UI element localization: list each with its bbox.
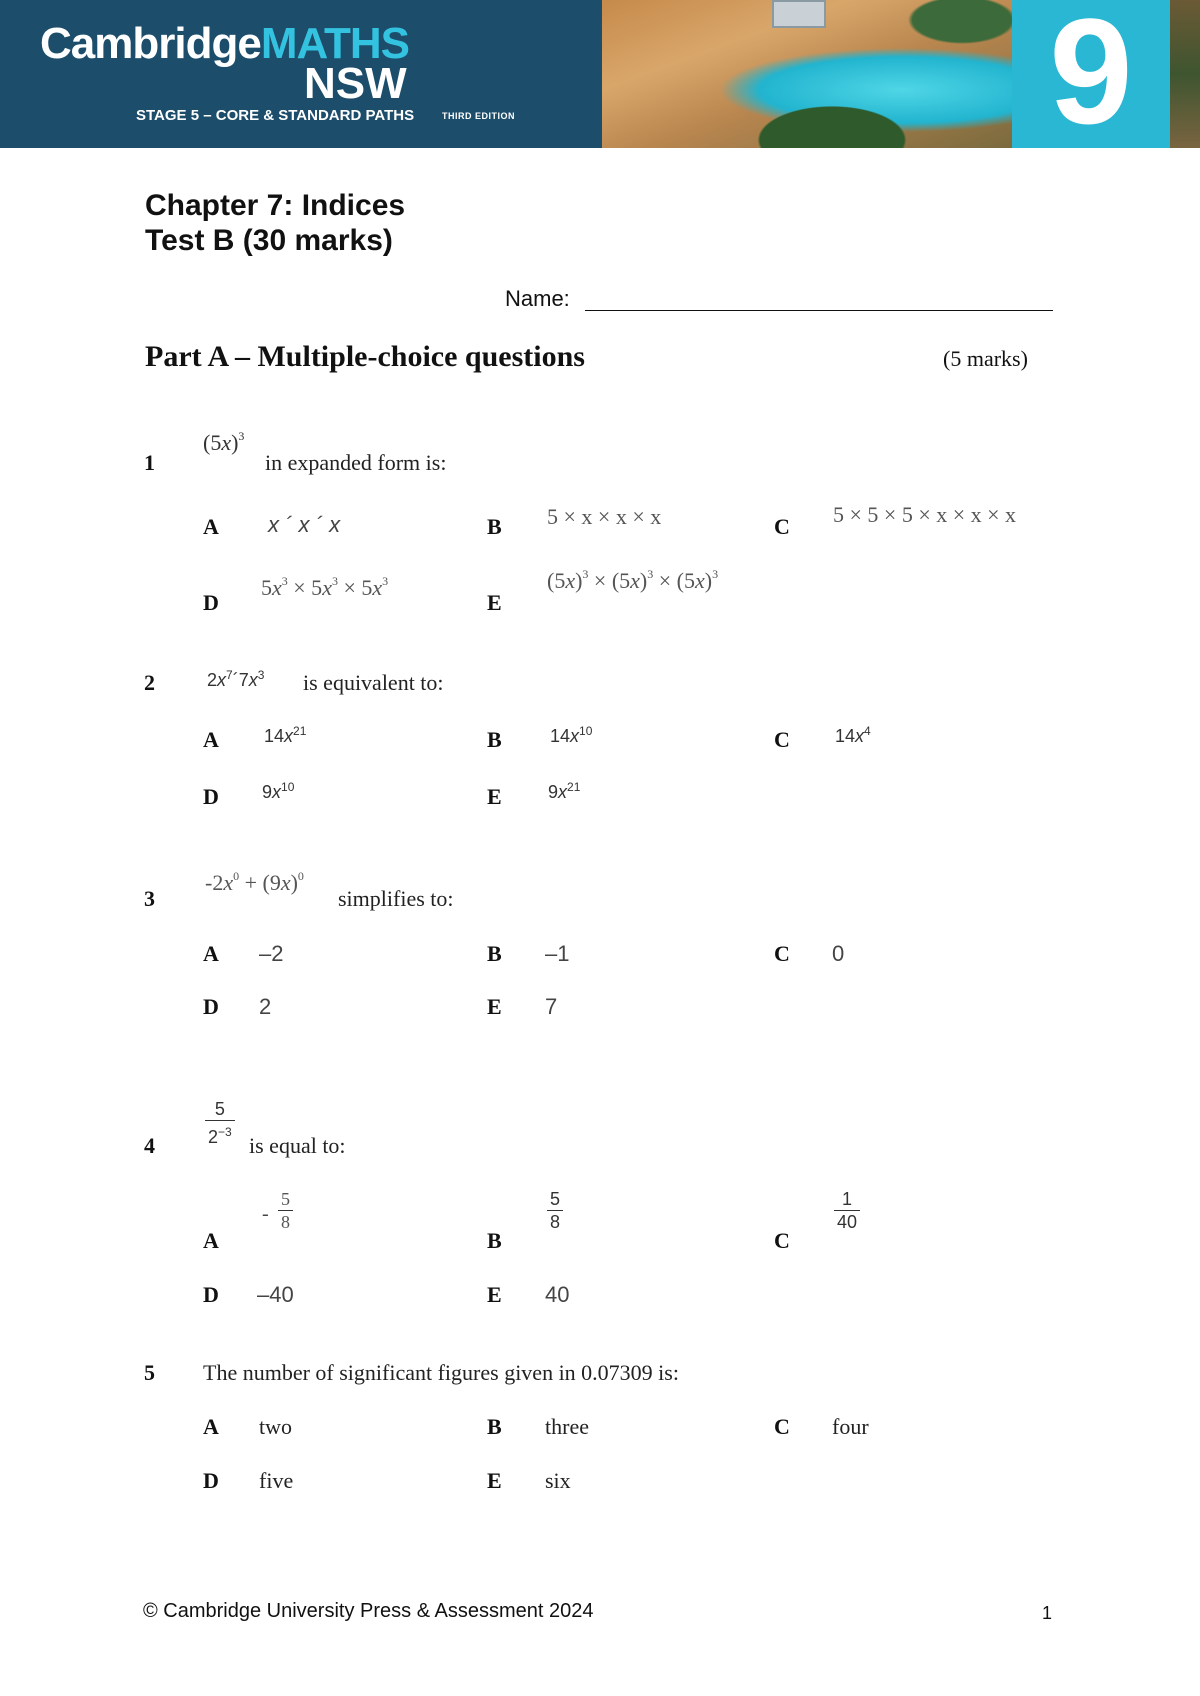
option-letter: C [774, 1414, 790, 1439]
brand-region: NSW [304, 59, 407, 108]
question-3-expression: $-2x^0 + (9x)^0$ [205, 868, 304, 895]
question-1-expression: $(5x)^3$ [203, 428, 245, 455]
denominator-exponent: −3 [218, 1125, 232, 1139]
option-letter: A [203, 727, 219, 752]
name-label: Name: [505, 286, 570, 311]
option-letter: C [774, 727, 790, 752]
option-letter: C [774, 514, 790, 539]
option-value: six [545, 1468, 571, 1493]
question-3-prompt: simplifies to: [338, 886, 454, 911]
part-a-marks: (5 marks) [943, 346, 1028, 371]
option-letter: E [487, 1282, 502, 1307]
option-value [834, 1188, 860, 1233]
option-value: –2 [259, 941, 284, 966]
edition-label: THIRD EDITION [442, 111, 515, 121]
question-2-number: 2 [144, 670, 155, 695]
option-letter: A [203, 941, 219, 966]
part-a-title: Part A – Multiple-choice questions [145, 340, 585, 373]
year-level-number: 9 [1049, 0, 1133, 148]
option-value: $14x^{21}$ [264, 724, 307, 746]
option-value: 5 × x × x × x [547, 504, 662, 529]
option-a-sign: - [262, 1203, 269, 1225]
question-3-number: 3 [144, 886, 155, 911]
brand-maths: MATHS [260, 19, 409, 68]
question-4-expression [205, 1098, 235, 1148]
option-letter: B [487, 1228, 502, 1253]
option-letter: E [487, 784, 502, 809]
cover-photo-strip [1170, 0, 1200, 148]
fraction-numerator: 5 [205, 1098, 235, 1121]
question-4-number: 4 [144, 1133, 155, 1158]
cover-banner [0, 0, 1200, 148]
name-underline[interactable] [585, 310, 1053, 311]
cover-photo [602, 0, 1012, 148]
stage-label: STAGE 5 – CORE & STANDARD PATHS [136, 107, 415, 124]
brand-block [0, 0, 602, 148]
fraction-denominator [205, 1121, 235, 1148]
option-value: 2 [259, 994, 272, 1019]
option-value: –40 [257, 1282, 294, 1307]
option-denominator: 40 [837, 1212, 858, 1232]
building-roof [772, 0, 826, 28]
question-5-prompt: The number of significant figures given in 0.07309 is: [203, 1360, 679, 1385]
year-level-block [1012, 0, 1170, 148]
option-value: $(5x)^3 \times (5x)^3 \times (5x)^3$ [547, 566, 719, 593]
option-letter: E [487, 1468, 502, 1493]
chapter-title: Chapter 7: Indices [145, 189, 406, 222]
option-letter: C [774, 941, 790, 966]
option-value: four [832, 1414, 869, 1439]
option-denominator: 8 [550, 1212, 561, 1232]
test-title: Test B (30 marks) [145, 224, 393, 257]
option-value: two [259, 1414, 292, 1439]
option-value: 0 [832, 941, 845, 966]
option-letter: E [487, 590, 502, 615]
option-denominator: 8 [281, 1212, 290, 1232]
option-value [547, 1188, 563, 1233]
option-letter: D [203, 1468, 219, 1493]
question-1-number: 1 [144, 450, 155, 475]
option-value: $9x^{10}$ [262, 780, 295, 802]
option-letter: D [203, 590, 219, 615]
option-numerator: 5 [547, 1188, 563, 1211]
option-value: $5x^3 \times 5x^3 \times 5x^3$ [261, 573, 389, 600]
option-letter: D [203, 784, 219, 809]
option-letter: D [203, 994, 219, 1019]
question-4-prompt: is equal to: [249, 1133, 346, 1158]
option-letter: A [203, 514, 219, 539]
option-letter: E [487, 994, 502, 1019]
option-letter: B [487, 514, 502, 539]
option-value: $14x^4$ [835, 724, 871, 746]
option-value: 40 [545, 1282, 570, 1307]
option-letter: B [487, 941, 502, 966]
option-value: three [545, 1414, 589, 1439]
option-letter: B [487, 1414, 502, 1439]
option-value: –1 [545, 941, 570, 966]
option-letter: A [203, 1414, 219, 1439]
question-2-prompt: is equivalent to: [303, 670, 444, 695]
option-numerator: 5 [278, 1188, 293, 1211]
option-value: x ´ x ´ x [268, 512, 341, 537]
option-letter: B [487, 727, 502, 752]
brand-cambridge: Cambridge [40, 19, 261, 68]
option-value: 5 × 5 × 5 × x × x × x [833, 502, 1017, 527]
option-value: 7 [545, 994, 558, 1019]
question-5-number: 5 [144, 1360, 155, 1385]
copyright-notice: © Cambridge University Press & Assessment 2024 [143, 1600, 594, 1622]
option-letter: D [203, 1282, 219, 1307]
option-letter: C [774, 1228, 790, 1253]
option-value: five [259, 1468, 294, 1493]
option-value: $9x^{21}$ [548, 780, 581, 802]
question-2-expression: $2x^7´7x^3$ [207, 668, 265, 690]
option-value [278, 1188, 293, 1233]
question-1-prompt: in expanded form is: [265, 450, 447, 475]
option-numerator: 1 [834, 1188, 860, 1211]
denominator-base: 2 [208, 1127, 219, 1147]
option-letter: A [203, 1228, 219, 1253]
page-number: 1 [1042, 1603, 1053, 1623]
option-value: $14x^{10}$ [550, 724, 593, 746]
